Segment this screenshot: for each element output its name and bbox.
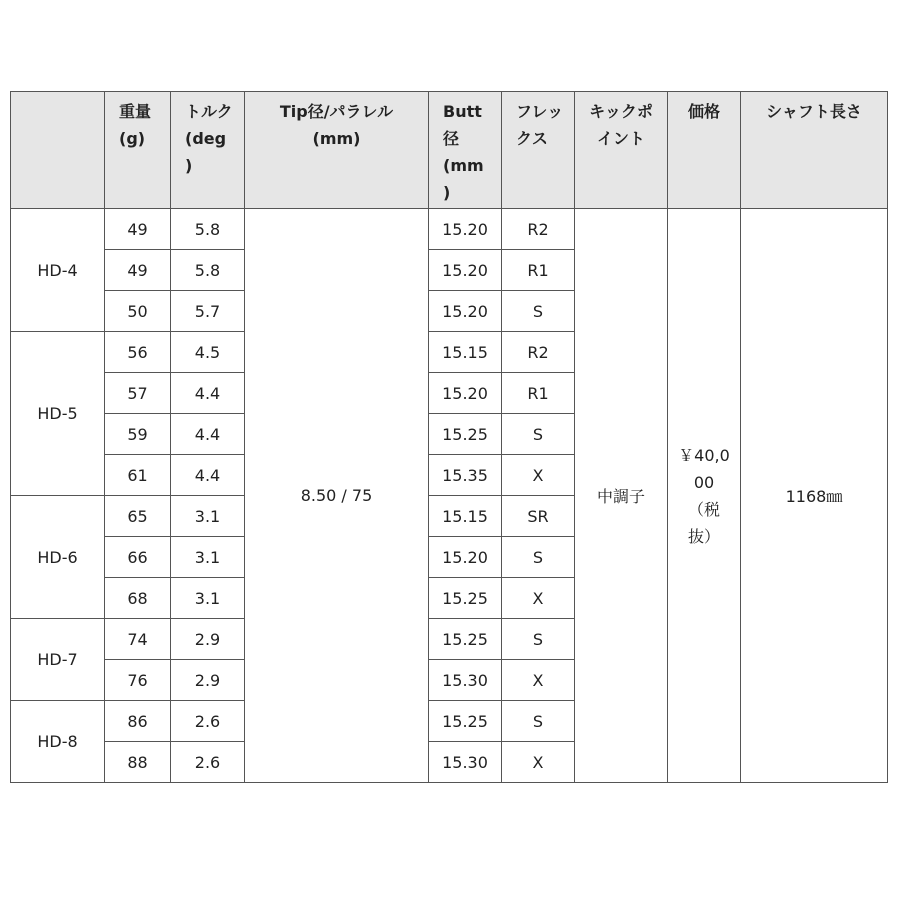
torque-cell: 4.4 <box>171 373 245 414</box>
butt-cell: 15.30 <box>429 660 502 701</box>
price-text-line: 抜） <box>687 526 720 546</box>
torque-cell: 3.1 <box>171 537 245 578</box>
header-kick-point: キックポ イント <box>575 92 668 209</box>
model-cell: HD-6 <box>11 496 105 619</box>
torque-cell: 5.7 <box>171 291 245 332</box>
model-cell: HD-7 <box>11 619 105 701</box>
shaft-spec-table <box>10 91 888 783</box>
weight-cell: 86 <box>105 701 171 742</box>
butt-cell: 15.15 <box>429 332 502 373</box>
torque-cell: 4.4 <box>171 455 245 496</box>
flex-cell: R1 <box>502 250 575 291</box>
weight-cell: 56 <box>105 332 171 373</box>
header-shaft-length: シャフト長さ <box>741 92 888 209</box>
weight-cell: 57 <box>105 373 171 414</box>
torque-cell: 4.4 <box>171 414 245 455</box>
flex-cell: SR <box>502 496 575 537</box>
torque-cell: 3.1 <box>171 496 245 537</box>
flex-cell: S <box>502 619 575 660</box>
weight-cell: 61 <box>105 455 171 496</box>
butt-cell: 15.20 <box>429 209 502 250</box>
header-weight: 重量 (g) <box>105 92 171 209</box>
flex-cell: S <box>502 701 575 742</box>
header-flex: フレッ クス <box>502 92 575 209</box>
weight-cell: 74 <box>105 619 171 660</box>
price-cell <box>668 209 741 783</box>
flex-cell: R2 <box>502 332 575 373</box>
weight-cell: 50 <box>105 291 171 332</box>
torque-cell: 2.6 <box>171 742 245 783</box>
butt-cell: 15.20 <box>429 373 502 414</box>
flex-cell: X <box>502 578 575 619</box>
butt-cell: 15.25 <box>429 619 502 660</box>
butt-cell: 15.25 <box>429 414 502 455</box>
price-text-line: 00 <box>693 472 715 492</box>
table-header <box>11 92 888 209</box>
torque-cell: 2.6 <box>171 701 245 742</box>
butt-cell: 15.20 <box>429 291 502 332</box>
torque-cell: 3.1 <box>171 578 245 619</box>
shaft-length-cell: 1168㎜ <box>741 209 888 783</box>
flex-cell: R1 <box>502 373 575 414</box>
butt-cell: 15.25 <box>429 578 502 619</box>
flex-cell: R2 <box>502 209 575 250</box>
flex-cell: S <box>502 414 575 455</box>
flex-cell: X <box>502 455 575 496</box>
weight-cell: 66 <box>105 537 171 578</box>
flex-cell: X <box>502 742 575 783</box>
butt-cell: 15.25 <box>429 701 502 742</box>
weight-cell: 49 <box>105 209 171 250</box>
torque-cell: 2.9 <box>171 619 245 660</box>
header-tip-parallel: Tip径/パラレル (mm) <box>245 92 429 209</box>
butt-cell: 15.20 <box>429 250 502 291</box>
table-body <box>11 209 888 783</box>
torque-cell: 5.8 <box>171 209 245 250</box>
header-butt: Butt 径 (mm ) <box>429 92 502 209</box>
butt-cell: 15.35 <box>429 455 502 496</box>
flex-cell: S <box>502 291 575 332</box>
torque-cell: 2.9 <box>171 660 245 701</box>
table-row <box>11 209 888 250</box>
header-price: 価格 <box>668 92 741 209</box>
price-text-line: ￥40,0 <box>678 445 730 465</box>
torque-cell: 4.5 <box>171 332 245 373</box>
butt-cell: 15.30 <box>429 742 502 783</box>
weight-cell: 88 <box>105 742 171 783</box>
price-text-line: （税 <box>687 499 720 519</box>
model-cell: HD-8 <box>11 701 105 783</box>
butt-cell: 15.20 <box>429 537 502 578</box>
kick-point-cell: 中調子 <box>575 209 668 783</box>
model-cell: HD-5 <box>11 332 105 496</box>
weight-cell: 59 <box>105 414 171 455</box>
butt-cell: 15.15 <box>429 496 502 537</box>
weight-cell: 68 <box>105 578 171 619</box>
header-torque: トルク (deg ) <box>171 92 245 209</box>
weight-cell: 65 <box>105 496 171 537</box>
model-cell: HD-4 <box>11 209 105 332</box>
weight-cell: 49 <box>105 250 171 291</box>
header-row <box>11 92 888 209</box>
flex-cell: X <box>502 660 575 701</box>
weight-cell: 76 <box>105 660 171 701</box>
tip-parallel-cell: 8.50 / 75 <box>245 209 429 783</box>
header-model <box>11 92 105 209</box>
torque-cell: 5.8 <box>171 250 245 291</box>
flex-cell: S <box>502 537 575 578</box>
